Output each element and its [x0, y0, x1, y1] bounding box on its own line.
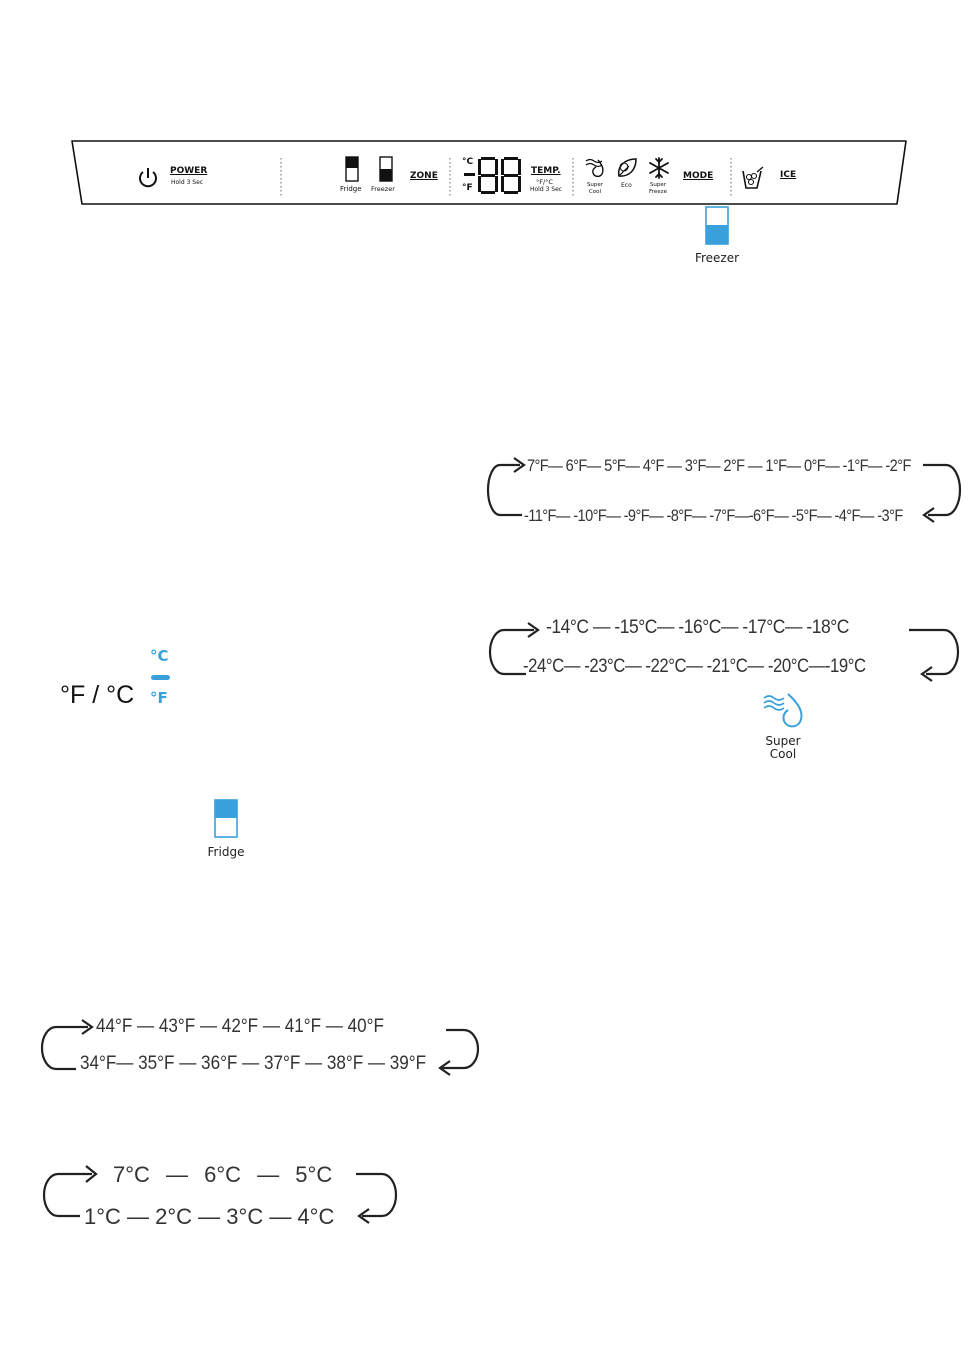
super-cool-large-icon [762, 690, 806, 730]
unit-toggle-celsius: °C [150, 647, 169, 665]
power-label: POWER [170, 166, 208, 176]
ice-button-label[interactable]: ICE [780, 170, 797, 180]
super-cool-caption-line2: Cool [769, 747, 797, 761]
freezer-zone-label: Freezer [371, 185, 395, 193]
fridge-zone-icon[interactable] [345, 156, 359, 182]
display-celsius-symbol: °C [462, 157, 474, 167]
fridge-f-top-sequence: 44°F — 43°F — 42°F — 41°F — 40°F [96, 1016, 384, 1037]
freezer-icon-caption: Freezer [694, 251, 740, 265]
super-cool-icon[interactable] [584, 156, 606, 180]
seven-segment-display [478, 157, 522, 195]
freezer-zone-icon[interactable] [379, 156, 393, 182]
fridge-c-top-sequence: 7°C — 6°C — 5°C [113, 1162, 333, 1187]
mode-button-label[interactable]: MODE [683, 171, 714, 181]
temp-button-label[interactable]: TEMP. [531, 166, 561, 176]
unit-toggle-text: °F / °C [60, 681, 135, 709]
super-cool-label: Super Cool [586, 182, 604, 195]
control-panel [0, 0, 972, 230]
temp-hold-text: Hold 3 Sec [530, 186, 563, 193]
super-freeze-label: Super Freeze [649, 182, 667, 195]
freezer-c-bottom-sequence: -24°C— -23°C— -22°C— -21°C— -20°C—-19°C [523, 656, 866, 677]
eco-leaf-icon[interactable] [615, 156, 639, 180]
zone-button-label[interactable]: ZONE [410, 171, 438, 181]
super-freeze-snowflake-icon[interactable] [648, 156, 670, 180]
fridge-icon-caption: Fridge [207, 845, 245, 859]
super-cool-caption-line1: Super [765, 734, 801, 748]
freezer-f-bottom-sequence: -11°F— -10°F— -9°F— -8°F— -7°F—-6°F— -5°F— -4°F— -3°F [524, 506, 903, 525]
fridge-c-bottom-sequence: 1°C — 2°C — 3°C — 4°C [84, 1204, 335, 1229]
power-hold-text: Hold 3 Sec [171, 179, 204, 186]
control-panel-outline [0, 0, 972, 230]
unit-toggle-fahrenheit: °F [150, 689, 168, 707]
unit-toggle-dash [150, 674, 172, 682]
temp-unit-text: °F/°C [536, 178, 553, 186]
freezer-selected-icon [705, 206, 729, 245]
ice-bucket-icon[interactable] [740, 165, 764, 191]
display-minus-segment [464, 172, 476, 177]
display-fahrenheit-symbol: °F [462, 183, 473, 193]
fridge-zone-label: Fridge [340, 185, 362, 193]
freezer-f-top-sequence: 7°F— 6°F— 5°F— 4°F — 3°F— 2°F — 1°F— 0°F— -1°F— -2°F [527, 456, 911, 475]
freezer-c-top-sequence: -14°C — -15°C— -16°C— -17°C— -18°C [546, 617, 849, 638]
power-icon[interactable] [136, 166, 160, 190]
eco-label: Eco [621, 182, 632, 189]
fridge-selected-icon [214, 799, 238, 838]
fridge-f-bottom-sequence: 34°F— 35°F — 36°F — 37°F — 38°F — 39°F [80, 1053, 427, 1074]
